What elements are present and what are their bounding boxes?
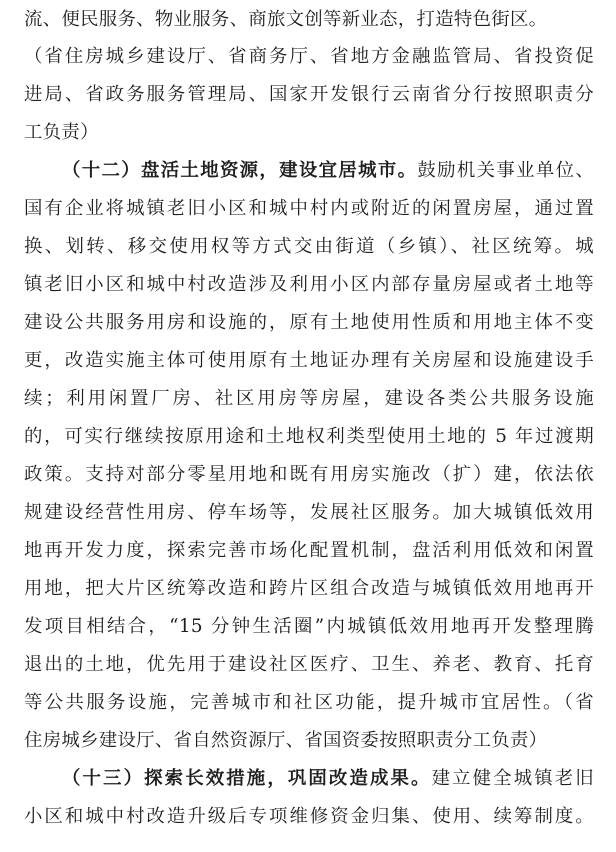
line-text: 地再开发力度，探索完善市场化配置机制，盘活利用低效和闲置 xyxy=(24,540,594,561)
line-text: 小区和城中村改造升级后专项维修资金归集、使用、续筹制度。 xyxy=(24,806,594,827)
text-line xyxy=(24,422,594,452)
line-text: 的，可实行继续按原用途和土地权利类型使用土地的 5 年过渡期 xyxy=(24,426,594,447)
text-line xyxy=(24,118,594,148)
section-heading-line xyxy=(62,156,594,186)
line-text: 住房城乡建设厅、省自然资源厅、省国资委按照职责分工负责） xyxy=(24,730,548,751)
section-heading: （十二）盘活土地资源，建设宜居城市。 xyxy=(62,160,418,181)
text-line xyxy=(24,5,594,35)
text-line xyxy=(24,650,594,680)
text-line xyxy=(24,460,594,490)
line-text: 用地，把大片区统筹改造和跨片区组合改造与城镇低效用地再开 xyxy=(24,578,594,599)
text-line xyxy=(24,726,594,756)
line-text: 规建设经营性用房、停车场等，发展社区服务。加大城镇低效用 xyxy=(24,502,594,523)
text-line xyxy=(24,384,594,414)
line-text: 更，改造实施主体可使用原有土地证办理有关房屋和设施建设手 xyxy=(24,350,594,371)
text-line xyxy=(24,308,594,338)
text-line xyxy=(24,688,594,718)
text-line xyxy=(24,536,594,566)
text-line xyxy=(24,232,594,262)
line-text: 发项目相结合，“15 分钟生活圈”内城镇低效用地再开发整理腾 xyxy=(24,616,594,637)
line-text: 退出的土地，优先用于建设社区医疗、卫生、养老、教育、托育 xyxy=(24,654,594,675)
line-text: 鼓励机关事业单位、 xyxy=(417,160,594,181)
text-line xyxy=(24,802,594,832)
line-text: 流、便民服务、物业服务、商旅文创等新业态，打造特色街区。 xyxy=(24,9,548,30)
text-line xyxy=(24,80,594,110)
text-line xyxy=(24,194,594,224)
line-text: （省住房城乡建设厅、省商务厅、省地方金融监管局、省投资促 xyxy=(24,46,594,67)
text-line xyxy=(24,270,594,300)
line-text: 进局、省政务服务管理局、国家开发银行云南省分行按照职责分 xyxy=(24,84,594,105)
text-line xyxy=(24,612,594,642)
text-line xyxy=(24,574,594,604)
line-text: 镇老旧小区和城中村改造涉及利用小区内部存量房屋或者土地等 xyxy=(24,274,594,295)
line-text: 等公共服务设施，完善城市和社区功能，提升城市宜居性。（省 xyxy=(24,692,594,713)
line-text: 国有企业将城镇老旧小区和城中村内或附近的闲置房屋，通过置 xyxy=(24,198,594,219)
line-text: 政策。支持对部分零星用地和既有用房实施改（扩）建，依法依 xyxy=(24,464,594,485)
line-text: 建设公共服务用房和设施的，原有土地使用性质和用地主体不变 xyxy=(24,312,594,333)
section-heading: （十三）探索长效措施，巩固改造成果。 xyxy=(62,768,432,789)
line-text: 换、划转、移交使用权等方式交由街道（乡镇）、社区统筹。城 xyxy=(24,236,594,257)
line-text: 建立健全城镇老旧 xyxy=(431,768,594,789)
text-line xyxy=(24,498,594,528)
line-text: 续；利用闲置厂房、社区用房等房屋，建设各类公共服务设施 xyxy=(24,388,594,409)
section-heading-line xyxy=(62,764,594,794)
line-text: 工负责） xyxy=(24,122,99,143)
text-line xyxy=(24,346,594,376)
text-line xyxy=(24,42,594,72)
